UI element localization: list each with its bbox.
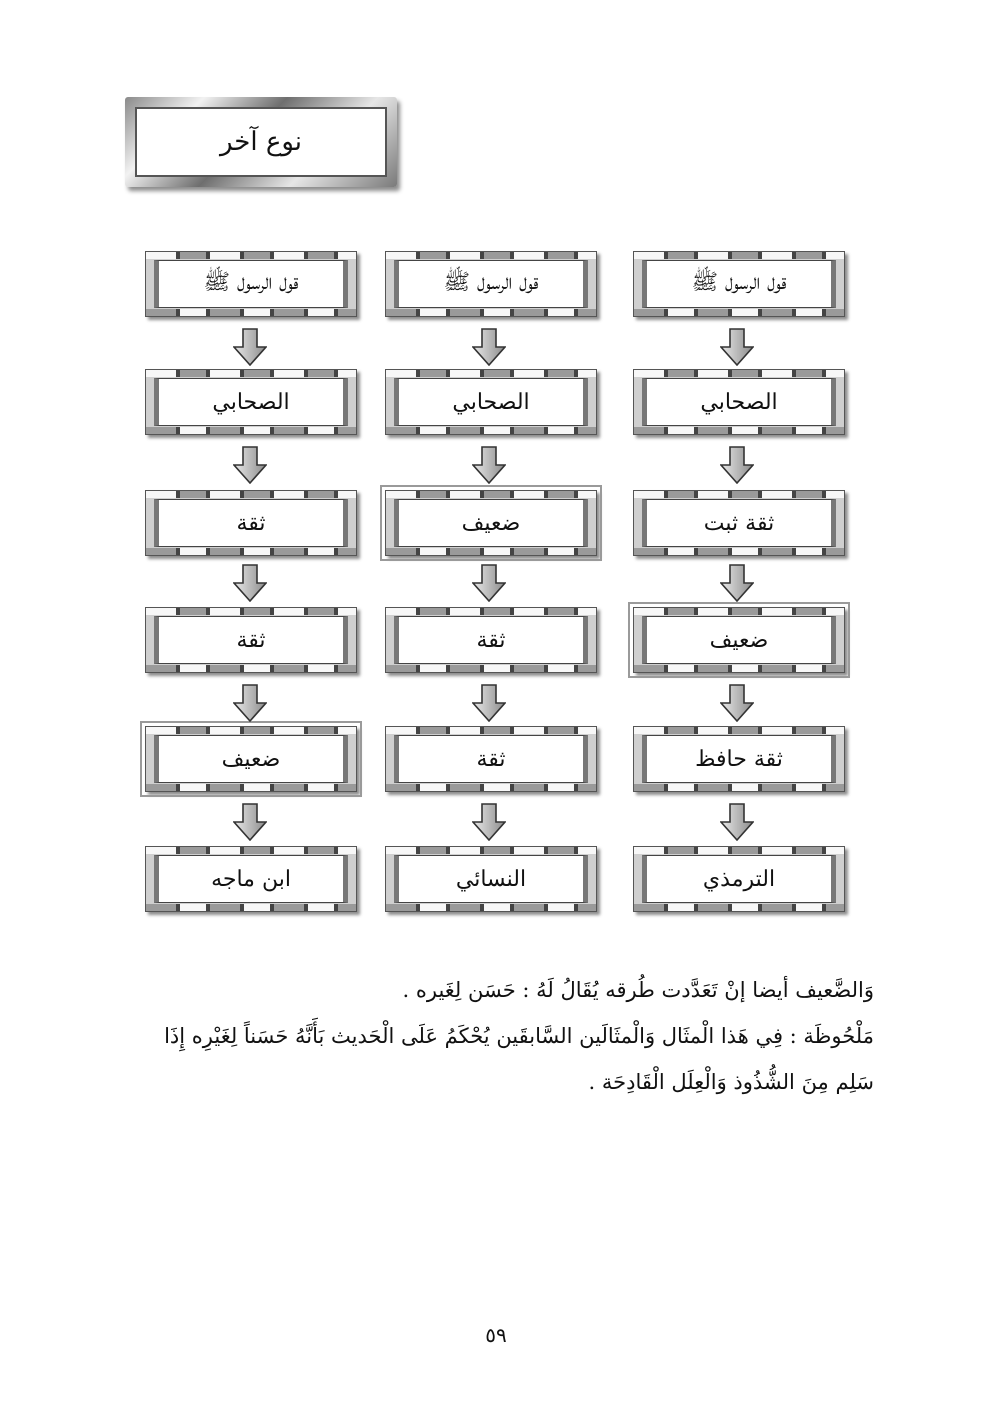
flow-box-label: النسائي: [394, 855, 588, 903]
flow-box-col1-row3: [145, 490, 357, 556]
title-plaque: [125, 97, 397, 187]
down-arrow-icon: [233, 328, 267, 366]
flow-box-label: ثقة: [154, 499, 348, 547]
down-arrow-icon: [233, 684, 267, 722]
flow-box-col2-row2: [385, 369, 597, 435]
flow-box-label: ضعيف: [642, 616, 836, 664]
flow-box-col1-row2: [145, 369, 357, 435]
flow-box-col3-row1: [633, 251, 845, 317]
flow-box-label: ثقة: [394, 735, 588, 783]
down-arrow-icon: [720, 328, 754, 366]
flow-box-label: الصحابي: [642, 378, 836, 426]
flow-box-col1-row6: [145, 846, 357, 912]
flow-box-col1-row1: [145, 251, 357, 317]
down-arrow-icon: [472, 803, 506, 841]
down-arrow-icon: [720, 684, 754, 722]
flow-box-col3-row5: [633, 726, 845, 792]
flow-box-col3-row3: [633, 490, 845, 556]
flow-box-label: الصحابي: [394, 378, 588, 426]
flow-box-label: ضعيف: [394, 499, 588, 547]
flow-box-col2-row6: [385, 846, 597, 912]
page-number: ٥٩: [485, 1323, 507, 1347]
flow-box-label: ثقة: [154, 616, 348, 664]
flow-box-label: قول الرسول ﷺ: [642, 260, 836, 308]
flow-box-col3-row4: [633, 607, 845, 673]
flow-box-col2-row1: [385, 251, 597, 317]
flow-box-col1-row5: [145, 726, 357, 792]
flow-box-label: الصحابي: [154, 378, 348, 426]
section-title: نوع آخر: [135, 107, 387, 177]
flow-box-col2-row4: [385, 607, 597, 673]
down-arrow-icon: [472, 684, 506, 722]
flow-box-col3-row2: [633, 369, 845, 435]
flow-box-label: ضعيف: [154, 735, 348, 783]
flow-box-col2-row5: [385, 726, 597, 792]
down-arrow-icon: [472, 328, 506, 366]
flow-box-col3-row6: [633, 846, 845, 912]
flow-box-col1-row4: [145, 607, 357, 673]
down-arrow-icon: [233, 446, 267, 484]
paragraph-line-3: سَلِم مِنَ الشُّذُوذ وَالْعِلَل الْقَادِحَة .: [588, 1070, 874, 1094]
down-arrow-icon: [720, 803, 754, 841]
flow-box-label: الترمذي: [642, 855, 836, 903]
flow-box-label: ثقة: [394, 616, 588, 664]
down-arrow-icon: [720, 564, 754, 602]
down-arrow-icon: [720, 446, 754, 484]
flow-box-label: قول الرسول ﷺ: [394, 260, 588, 308]
paragraph-line-2: مَلْحُوظَة : فِي هَذا الْمثَال وَالْمثَالَين السَّابقَين يُحْكَمُ عَلَى الْحَديث بَأَنَّهُ حَسَناً لِغَيْرِه إِذَا: [164, 1024, 874, 1048]
flow-box-col2-row3: [385, 490, 597, 556]
flow-box-label: قول الرسول ﷺ: [154, 260, 348, 308]
flow-box-label: ثقة ثبت: [642, 499, 836, 547]
down-arrow-icon: [233, 803, 267, 841]
down-arrow-icon: [472, 446, 506, 484]
down-arrow-icon: [472, 564, 506, 602]
flow-box-label: ثقة حافظ: [642, 735, 836, 783]
flow-box-label: ابن ماجه: [154, 855, 348, 903]
paragraph-line-1: وَالضَّعيف أيضا إنْ تَعَدَّدت طُرقه يُقَالُ لَهُ : حَسَن لِغَيره .: [402, 978, 874, 1002]
down-arrow-icon: [233, 564, 267, 602]
